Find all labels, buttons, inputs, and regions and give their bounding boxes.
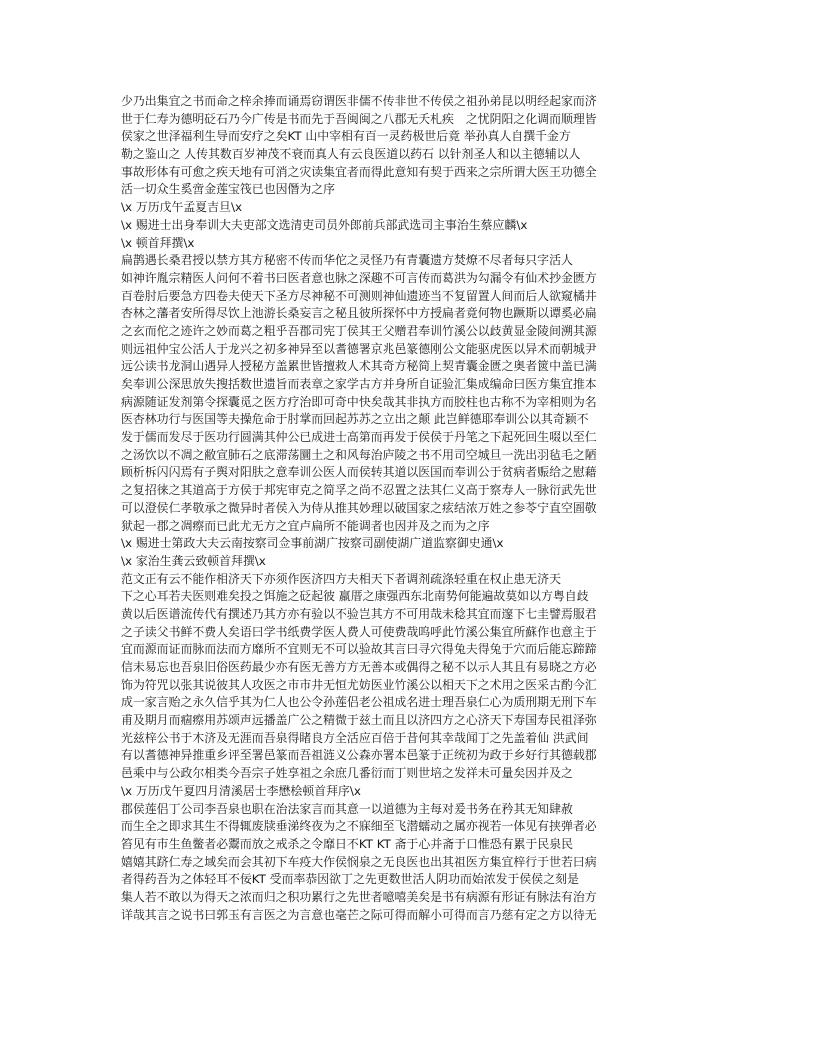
text-line: 矣奉训公深思放失搜括数世遗旨而表章之家学古方并身所自证验汇集成编命曰医方集宜推本	[121, 377, 597, 391]
text-line: 集人若不敢以为得天之浓而归之积功累行之先世者噫嘻美矣是书有病源有形证有脉法有治方	[121, 889, 597, 904]
text-line: 发于儒而发尽于医功行圆满其仲公已成进士高第而再发于侯侯于丹笔之下起死回生啜以至仁	[121, 430, 597, 445]
text-line: 饰为符咒以张其说彼其人攻医之市市井无恒尤妨医业竹溪公以相天下之术用之医采古酌今汇	[121, 677, 597, 692]
text-line: 黄以后医谱流传代有撰述乃其方亦有验以不验岂其方不可用哉未稔其宜而邃下七圭譬焉服君	[121, 606, 597, 621]
text-line: 扁鹊遇长桑君授以禁方其方秘密不传而华佗之灵怪乃有青囊遗方焚燎不尽者每只字活人	[121, 253, 573, 268]
text-line: 而生全之即求其生不得辄废牍垂涕终夜为之不寐细至飞潜蠕动之属亦视若一体见有挟弹者必	[121, 819, 597, 834]
text-line: 详哉其言之说书曰郭玉有言医之为言意也毫芒之际可得而解小可得而言乃慈有定之方以待无	[121, 907, 597, 922]
text-line: 活一切众生奚啻金莲宝筏已也因僭为之序	[121, 182, 336, 197]
text-line: 之汤饮以不凋之敝宣肺石之底滞荡圜土之和风每治庐陵之书不用司空城旦一洗出羽毡毛之陋	[121, 447, 597, 462]
author-credit: \x 赐进士出身奉训大夫吏部文选清吏司员外郎前兵部武选司主事治生蔡应麟\x	[121, 217, 528, 232]
text-line: 邑乘中与公政尔相类今吾宗子姓享祖之余庶几番衍而丁则世培之发祥未可量矣因并及之	[121, 766, 573, 781]
text-line: 勒之鉴山之 人传其数百岁神茂不衰而真人有云良医道以药石 以针剂圣人和以主德辅以人	[121, 147, 581, 162]
text-line: 则远祖仲宝公活人于龙兴之初多神异至以耆德署京兆邑篆德刚公文能驱虎医以异术而朝城尹	[121, 341, 597, 356]
text-line: 狱起一郡之凋瘵而已此尤无方之宜卢扁所不能调者也因并及之而为之序	[121, 518, 490, 533]
author-credit: \x 赐进士第政大夫云南按察司佥事前湖广按察司副使湖广道监察御史通\x	[121, 536, 504, 551]
document-page	[121, 93, 691, 924]
text-line: 之子读父书鲜不费人矣语曰学书纸费学医人费人可使费哉呜呼此竹溪公集宜所蘇作也意主于	[121, 624, 597, 639]
author-credit: \x 顿首拜撰\x	[121, 235, 195, 250]
text-line: 成一家言贻之永久信乎其为仁人也公令孙莲侣老公祖成名进士理吾泉仁心为质刑期无刑下车	[121, 695, 597, 710]
text-line: 下之心耳若夫医则难矣投之饵施之砭起彼 羸厝之康强西东北南势何能遍故莫如以方粤自歧	[121, 589, 589, 604]
text-line: 事故形体有可愈之疾天地有可消之灾读集宜者而得此意知有契于西来之宗所谓大医王功德全	[121, 164, 597, 179]
text-line: 范文正有云不能作相济天下亦须作医济四方夫相天下者调剂疏涤轻重在权止患无济天	[121, 571, 561, 586]
author-credit: \x 万历戊午夏四月清溪居士李懋桧顿首拜序\x	[121, 783, 361, 798]
text-line: 者得药吾为之体轻耳不佞KT 受而率恭因欲丁之先更数世活人阴功而始浓发于侯侯之刻是	[121, 872, 579, 887]
text-line: 顾析柝闪闪焉有子舆对阳肤之意奉训公医人而侯转其道以医国而奉训公于贫病者赈给之慰藉	[121, 465, 597, 480]
text-line: 病源随证发剂第令探囊觅之医方疗治即可奇中快矣哉其非执方而胶柱也古称不为宰相则为名	[121, 394, 597, 409]
text-line: 医杏林功行与医国等夫操危命于肘掌而回起苏苏之立出之颠 此岂鲜德耶奉训公以其奇颖不	[121, 412, 589, 427]
author-credit: \x 家治生龚云致顿首拜撰\x	[121, 553, 266, 568]
text-line: 郡侯莲侣丁公司李吾泉也职在治法家言而其意一以道德为主每对爰书务在矜其无知肆赦	[121, 801, 573, 816]
text-line: 少乃出集宜之书而命之梓余捧而诵焉窃谓医非儒不传非世不传侯之祖孙弟昆以明经起家而济	[121, 94, 597, 108]
text-line: 有以耆德神异推重乡评至署邑篆而吾祖涟义公森亦署本邑篆于正统初为政于乡好行其德载郡	[121, 748, 597, 763]
text-line: 笞见有市生鱼鳖者必鬻而放之戒杀之令靡日不KT KT 斋于心并斋于口惟恐有累于民泉民	[121, 836, 574, 851]
text-line: 百卷肘后要急方四卷夫使天下圣方尽神秘不可测则神仙遗迹当不复留置人间而后人欲窥橘井	[121, 288, 597, 303]
text-line: 嬉嬉其跻仁寿之域矣而会其初下车疫大作侯悯泉之无良医也出其祖医方集宜梓行于世若曰病	[121, 854, 597, 869]
text-line: 可以澄侯仁孝敬承之微异时者侯入为侍从推其妙理以破国家之痃结浓万姓之参苓宁直空圄敬	[121, 500, 597, 515]
text-line: 侯家之世泽福利生导而安疗之矣KT 山中宰相有百一灵药极世后竟 举孙真人自撰千金方	[121, 129, 571, 144]
text-line: 宜而源而证而脉而法而方靡所不宜则无不可以验故其言曰寻穴得兔夫得兔于穴而后能忘蹄蹄	[121, 642, 597, 657]
text-line: 远公读书龙洞山遇异人授秘方盖累世皆擅救人术其奇方秘简上契青囊金匮之奥者篋中盖已满	[121, 359, 597, 374]
text-line: 之玄而佗之迹许之妙而葛之粗乎吾郡司宪丁侯其王父赠君奉训竹溪公以歧黄显金陵间溯其源	[121, 323, 597, 338]
date-line: \x 万历戊午孟夏吉旦\x	[121, 200, 242, 215]
text-line: 甫及期月而痼瘵用苏颂声远播盖广公之精微于兹土而且以济四方之心济天下寿国寿民祖泽弥	[121, 713, 597, 728]
text-line: 信未易忘也吾泉旧俗医药最少亦有医无善方方无善本或偶得之秘不以示人其且有易晓之方必	[121, 660, 597, 674]
text-line: 世于仁寿为德明砭石乃今广传是书而先于吾闽闽之八郡无夭札疾 之忧阴阳之化调而顺理皆	[121, 111, 597, 126]
text-line: 如神许胤宗精医人问何不着书曰医者意也脉之深趣不可言传而葛洪为勾漏令有仙术抄金匮方	[121, 270, 597, 285]
text-line: 之复招徕之其道高于方侯于邦宪审克之简孚之尚不忍置之法其仁义高于察寿人一脉衍武先世	[121, 483, 597, 498]
text-line: 光兹梓公书于木济及无涯而吾泉得睹良方全活应百倍于昔何其幸哉闻丁之先盖着仙 洪武间	[121, 730, 589, 745]
text-line: 杏林之藩者安所得尽饮上池游长桑妄言之秘且彼所探怀中方授扁者竟何物也蹶斯以谭奚必扁	[121, 306, 597, 321]
